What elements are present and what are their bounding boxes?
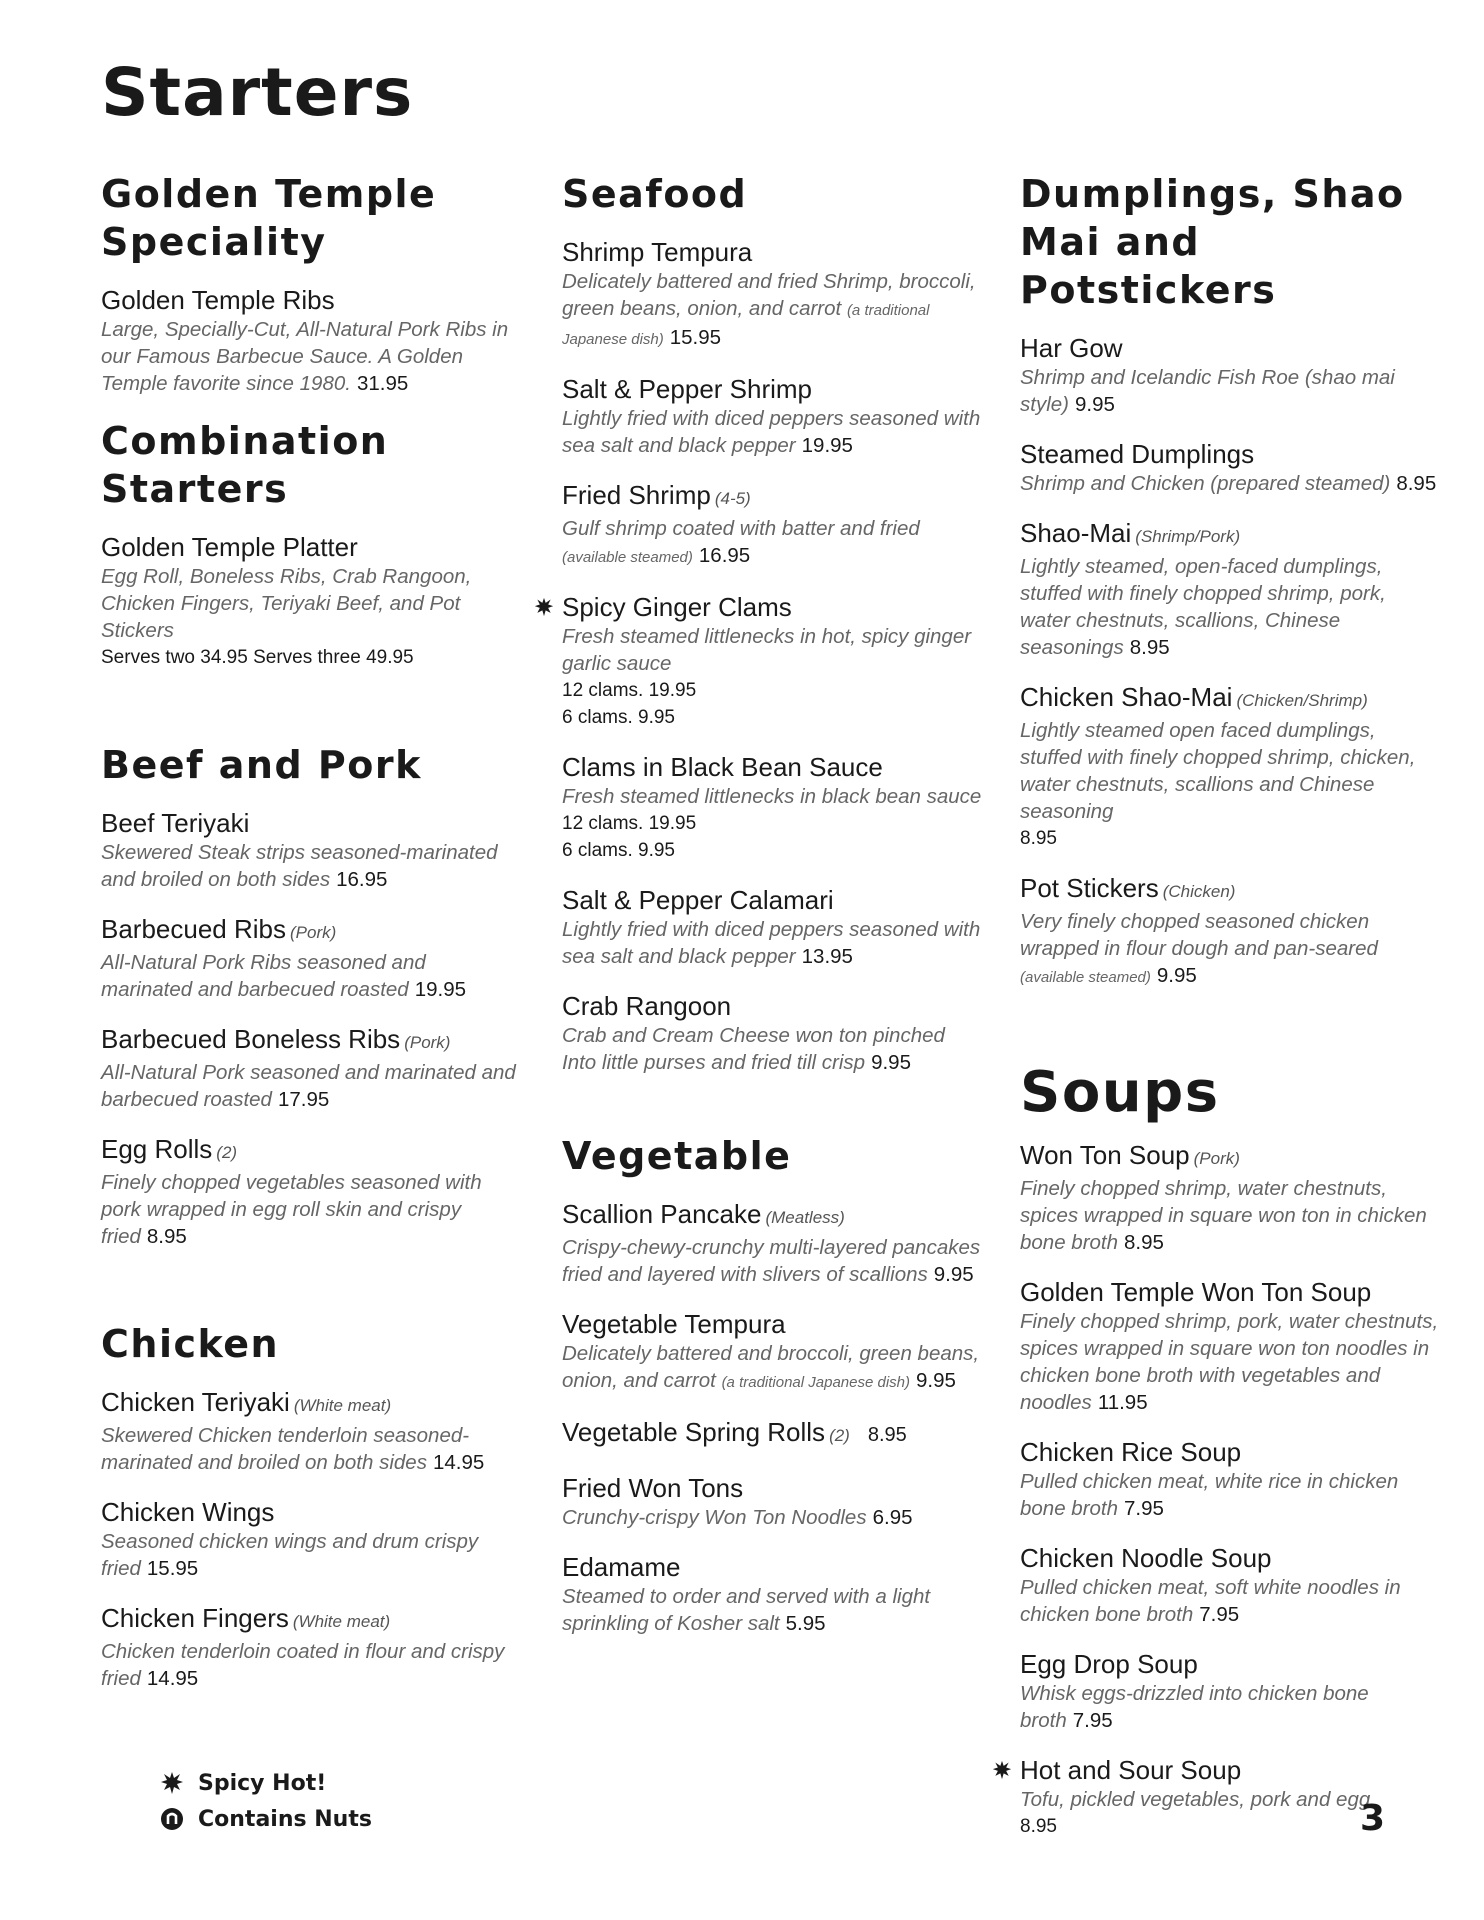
nuts-icon xyxy=(160,1807,184,1831)
item-name: Egg Rolls xyxy=(101,1134,213,1164)
item-note: (Pork) xyxy=(1193,1149,1240,1168)
item-description xyxy=(562,783,982,810)
item-description xyxy=(1020,364,1440,418)
item-description xyxy=(562,1340,982,1396)
item-description-text: All-Natural Pork seasoned and marinated and barbecued roasted xyxy=(101,1061,516,1111)
menu-section-soups xyxy=(1020,1061,1440,1840)
item-description-text: Gulf shrimp coated with batter and fried xyxy=(562,517,920,540)
legend-row-spicy xyxy=(160,1765,372,1801)
item-description-text: All-Natural Pork Ribs seasoned and marinated and barbecued roasted xyxy=(101,951,426,1001)
menu-item-shrimp-tempura xyxy=(562,236,982,353)
item-price: 8.95 xyxy=(1124,1231,1164,1254)
legend xyxy=(160,1765,372,1837)
item-description-text: Finely chopped shrimp, water chestnuts, spices wrapped in square won ton in chicken bone broth xyxy=(1020,1177,1427,1254)
menu-item-fried-won-tons xyxy=(562,1472,982,1531)
item-name-line xyxy=(1020,1276,1440,1308)
item-name-line xyxy=(1020,1542,1440,1574)
item-description-text: Skewered Chicken tenderloin seasoned-marinated and broiled on both sides xyxy=(101,1424,470,1474)
item-description xyxy=(101,1059,521,1113)
item-name: Steamed Dumplings xyxy=(1020,439,1255,469)
item-description-text: Finely chopped vegetables seasoned with pork wrapped in egg roll skin and crispy fried xyxy=(101,1171,482,1248)
item-description-text: Fresh steamed littlenecks in black bean sauce xyxy=(562,785,982,808)
menu-column-right xyxy=(1020,170,1440,1860)
item-name: Salt & Pepper Shrimp xyxy=(562,374,813,404)
section-heading: Chicken xyxy=(101,1322,280,1366)
section-heading: Dumplings, Shao Mai and Potstickers xyxy=(1020,172,1405,312)
menu-section-vegetable xyxy=(562,1132,982,1637)
item-description-text: Lightly fried with diced peppers seasoned with sea salt and black pepper xyxy=(562,918,981,968)
item-note: (Meatless) xyxy=(765,1208,845,1227)
item-name-line xyxy=(1020,1436,1440,1468)
item-description xyxy=(562,1504,982,1531)
item-note: (4-5) xyxy=(714,489,751,508)
item-price: 7.95 xyxy=(1124,1497,1164,1520)
item-price: 17.95 xyxy=(277,1088,330,1111)
item-price: 5.95 xyxy=(785,1612,826,1635)
item-name-line xyxy=(1020,1754,1440,1786)
item-price: 14.95 xyxy=(432,1451,485,1474)
menu-item-har-gow xyxy=(1020,332,1440,418)
item-price: 8.95 xyxy=(146,1225,187,1248)
menu-section-dumplings-shao-mai-and-potstickers xyxy=(1020,170,1440,991)
item-name-line xyxy=(562,1551,982,1583)
menu-item-vegetable-tempura xyxy=(562,1308,982,1396)
legend-row-nuts xyxy=(160,1801,372,1837)
section-heading: Beef and Pork xyxy=(101,743,422,787)
item-name-line xyxy=(101,1023,521,1059)
item-description xyxy=(101,563,521,644)
item-note: (2) xyxy=(216,1143,238,1162)
item-name: Salt & Pepper Calamari xyxy=(562,885,834,915)
item-name: Chicken Wings xyxy=(101,1497,275,1527)
item-name-line xyxy=(562,479,982,515)
item-name: Crab Rangoon xyxy=(562,991,732,1021)
menu-item-golden-temple-platter xyxy=(101,531,521,671)
item-description-text: Delicately battered and fried Shrimp, broccoli, green beans, onion, and carrot xyxy=(562,270,976,320)
item-name: Chicken Noodle Soup xyxy=(1020,1543,1272,1573)
menu-item-chicken-noodle-soup xyxy=(1020,1542,1440,1628)
item-description-text: Delicately battered and broccoli, green beans, onion, and carrot xyxy=(562,1342,980,1392)
item-description xyxy=(1020,1175,1440,1256)
item-name: Beef Teriyaki xyxy=(101,808,250,838)
section-heading: Combination Starters xyxy=(101,419,389,511)
item-name: Golden Temple Platter xyxy=(101,532,358,562)
item-description xyxy=(562,268,982,353)
item-price: 14.95 xyxy=(146,1667,199,1690)
item-description-text: Pulled chicken meat, white rice in chicken bone broth xyxy=(1020,1470,1399,1520)
legend-label-nuts: Contains Nuts xyxy=(198,1806,372,1832)
item-name: Golden Temple Ribs xyxy=(101,285,335,315)
section-heading: Soups xyxy=(1020,1060,1220,1125)
spicy-icon xyxy=(992,1760,1012,1780)
menu-item-spicy-ginger-clams xyxy=(562,591,982,731)
item-description-text: Steamed to order and served with a light sprinkling of Kosher salt xyxy=(562,1585,931,1635)
item-description xyxy=(562,1022,982,1076)
item-price: 19.95 xyxy=(801,434,853,457)
menu-section-golden-temple-speciality xyxy=(101,170,521,397)
item-name-line xyxy=(1020,517,1440,553)
item-name-line xyxy=(1020,1139,1440,1175)
item-description-text: Lightly steamed, open-faced dumplings, stuffed with finely chopped shrimp, pork, water chestnuts, scallions, Chinese seasonings xyxy=(1020,555,1386,659)
item-name-line xyxy=(101,1386,521,1422)
item-price: 8.95 xyxy=(1129,636,1170,659)
item-price: 8.95 xyxy=(867,1424,907,1446)
menu-item-barbecued-ribs xyxy=(101,913,521,1003)
item-description-text: Pulled chicken meat, soft white noodles in chicken bone broth xyxy=(1020,1576,1401,1626)
item-note: (Pork) xyxy=(404,1033,451,1052)
menu-item-won-ton-soup xyxy=(1020,1139,1440,1256)
item-name-line xyxy=(562,236,982,268)
menu-item-chicken-fingers xyxy=(101,1602,521,1692)
item-price-line: 12 clams. 19.95 xyxy=(562,813,697,834)
item-price: 11.95 xyxy=(1097,1391,1148,1414)
item-name: Hot and Sour Soup xyxy=(1020,1755,1242,1785)
item-description-text: Crab and Cream Cheese won ton pinched Into little purses and fried till crisp xyxy=(562,1024,945,1074)
item-name: Vegetable Spring Rolls xyxy=(562,1417,826,1447)
item-name-line xyxy=(562,373,982,405)
item-description xyxy=(1020,1308,1440,1416)
item-name-line xyxy=(1020,872,1440,908)
menu-item-scallion-pancake xyxy=(562,1198,982,1288)
item-name-line xyxy=(1020,1648,1440,1680)
menu-item-clams-in-black-bean-sauce xyxy=(562,751,982,864)
item-name-line xyxy=(562,884,982,916)
item-description xyxy=(101,949,521,1003)
item-name-line xyxy=(101,1602,521,1638)
menu-item-golden-temple-won-ton-soup xyxy=(1020,1276,1440,1416)
item-name: Vegetable Tempura xyxy=(562,1309,786,1339)
item-description-text: Finely chopped shrimp, pork, water chestnuts, spices wrapped in square won ton noodles in chicken bone broth with vegetables and noodles xyxy=(1020,1310,1439,1414)
menu-item-salt-pepper-calamari xyxy=(562,884,982,970)
item-description xyxy=(1020,1468,1440,1522)
item-name: Clams in Black Bean Sauce xyxy=(562,752,883,782)
item-price: 6.95 xyxy=(872,1506,913,1529)
item-price: 13.95 xyxy=(801,945,853,968)
item-price: 19.95 xyxy=(414,978,467,1001)
menu-item-pot-stickers xyxy=(1020,872,1440,991)
item-name-line xyxy=(562,591,982,623)
item-name-line xyxy=(562,1416,982,1452)
item-description-text: Lightly steamed open faced dumplings, stuffed with finely chopped shrimp, chicken, water chestnuts, scallions and Chinese seasoning xyxy=(1020,719,1416,823)
item-description xyxy=(562,515,982,571)
item-name: Shrimp Tempura xyxy=(562,237,753,267)
item-note: (Shrimp/Pork) xyxy=(1135,527,1241,546)
item-name-line xyxy=(101,913,521,949)
item-name: Edamame xyxy=(562,1552,681,1582)
menu-section-combination-starters xyxy=(101,417,521,671)
item-description-text: Seasoned chicken wings and drum crispy fried xyxy=(101,1530,479,1580)
item-name: Scallion Pancake xyxy=(562,1199,762,1229)
page-title: Starters xyxy=(101,54,414,131)
menu-item-chicken-shao-mai xyxy=(1020,681,1440,852)
item-description xyxy=(562,623,982,677)
item-name: Pot Stickers xyxy=(1020,873,1159,903)
item-price: 9.95 xyxy=(1074,393,1115,416)
menu-item-chicken-wings xyxy=(101,1496,521,1582)
item-description-text: Whisk eggs-drizzled into chicken bone broth xyxy=(1020,1682,1369,1732)
item-name: Won Ton Soup xyxy=(1020,1140,1190,1170)
item-name-line xyxy=(101,531,521,563)
item-price: 15.95 xyxy=(669,326,722,349)
item-name: Egg Drop Soup xyxy=(1020,1649,1198,1679)
item-price: 16.95 xyxy=(336,868,388,891)
menu-item-chicken-rice-soup xyxy=(1020,1436,1440,1522)
item-price-line: 8.95 xyxy=(1020,1816,1057,1837)
item-description xyxy=(1020,553,1440,661)
item-description xyxy=(101,1169,521,1250)
item-price-line: 6 clams. 9.95 xyxy=(562,840,675,861)
menu-item-fried-shrimp xyxy=(562,479,982,571)
item-inline-note: (available steamed) xyxy=(1020,969,1151,986)
item-note: (Pork) xyxy=(290,923,337,942)
item-note: (White meat) xyxy=(292,1612,391,1631)
item-price: 9.95 xyxy=(1156,964,1197,987)
item-price: 31.95 xyxy=(356,372,409,395)
item-description xyxy=(562,1583,982,1637)
item-description xyxy=(562,1234,982,1288)
item-description-text: Chicken tenderloin coated in flour and crispy fried xyxy=(101,1640,505,1690)
item-name-line xyxy=(101,1496,521,1528)
spicy-icon xyxy=(534,597,554,617)
item-description xyxy=(1020,1680,1440,1734)
item-description-text: Shrimp and Icelandic Fish Roe (shao mai style) xyxy=(1020,366,1395,416)
item-inline-note: (a traditional Japanese dish) xyxy=(721,1374,911,1391)
menu-column-middle xyxy=(562,170,982,1657)
item-note: (White meat) xyxy=(293,1396,392,1415)
item-price: 9.95 xyxy=(871,1051,911,1074)
item-description-text: Skewered Steak strips seasoned-marinated and broiled on both sides xyxy=(101,841,498,891)
item-description-text: Very finely chopped seasoned chicken wrapped in flour dough and pan-seared xyxy=(1020,910,1378,960)
item-name: Fried Shrimp xyxy=(562,480,711,510)
item-description xyxy=(1020,908,1440,991)
item-description-text: Crispy-chewy-crunchy multi-layered pancakes fried and layered with slivers of scallions xyxy=(562,1236,981,1286)
item-name-line xyxy=(101,284,521,316)
item-price: 16.95 xyxy=(698,544,751,567)
item-description-text: Egg Roll, Boneless Ribs, Crab Rangoon, Chicken Fingers, Teriyaki Beef, and Pot Stickers xyxy=(101,565,472,642)
item-price: 8.95 xyxy=(1396,472,1437,495)
menu-item-steamed-dumplings xyxy=(1020,438,1440,497)
item-name-line xyxy=(101,807,521,839)
menu-item-egg-rolls xyxy=(101,1133,521,1250)
menu-column-left xyxy=(101,170,521,1712)
item-name-line xyxy=(562,1308,982,1340)
item-description xyxy=(101,1528,521,1582)
menu-item-barbecued-boneless-ribs xyxy=(101,1023,521,1113)
item-name-line xyxy=(1020,332,1440,364)
item-price: 9.95 xyxy=(933,1263,974,1286)
item-name-line xyxy=(562,990,982,1022)
item-name: Barbecued Ribs xyxy=(101,914,286,944)
item-name: Golden Temple Won Ton Soup xyxy=(1020,1277,1372,1307)
item-name: Har Gow xyxy=(1020,333,1123,363)
item-name: Barbecued Boneless Ribs xyxy=(101,1024,401,1054)
item-name-line xyxy=(101,1133,521,1169)
item-price-line: 6 clams. 9.95 xyxy=(562,707,675,728)
item-description xyxy=(562,916,982,970)
section-heading: Golden Temple Speciality xyxy=(101,172,437,264)
menu-item-salt-pepper-shrimp xyxy=(562,373,982,459)
item-name: Shao-Mai xyxy=(1020,518,1132,548)
item-name-line xyxy=(1020,681,1440,717)
spicy-icon xyxy=(160,1771,184,1795)
menu-item-vegetable-spring-rolls xyxy=(562,1416,982,1452)
menu-item-chicken-teriyaki xyxy=(101,1386,521,1476)
item-name: Chicken Teriyaki xyxy=(101,1387,290,1417)
item-note: (Chicken/Shrimp) xyxy=(1236,691,1368,710)
item-name: Spicy Ginger Clams xyxy=(562,592,792,622)
page-number: 3 xyxy=(1360,1798,1386,1839)
item-description-text: Lightly fried with diced peppers seasoned with sea salt and black pepper xyxy=(562,407,981,457)
item-description-text: Fresh steamed littlenecks in hot, spicy ginger garlic sauce xyxy=(562,625,972,675)
item-description xyxy=(1020,1574,1440,1628)
item-description-text: Shrimp and Chicken (prepared steamed) xyxy=(1020,472,1391,495)
item-price: 15.95 xyxy=(146,1557,199,1580)
item-price: 7.95 xyxy=(1199,1603,1240,1626)
item-description xyxy=(101,1422,521,1476)
legend-label-spicy: Spicy Hot! xyxy=(198,1770,327,1796)
item-note: (2) xyxy=(829,1426,850,1445)
item-name-line xyxy=(562,1472,982,1504)
item-price-line: 12 clams. 19.95 xyxy=(562,680,697,701)
section-heading: Vegetable xyxy=(562,1134,792,1178)
item-name-line xyxy=(562,1198,982,1234)
item-name: Fried Won Tons xyxy=(562,1473,744,1503)
item-note: (Chicken) xyxy=(1162,882,1236,901)
item-price: 7.95 xyxy=(1072,1709,1113,1732)
item-description-text: Crunchy-crispy Won Ton Noodles xyxy=(562,1506,867,1529)
item-description xyxy=(101,1638,521,1692)
item-inline-note: (a traditional Japanese dish) xyxy=(562,302,930,348)
item-name: Chicken Rice Soup xyxy=(1020,1437,1242,1467)
menu-item-crab-rangoon xyxy=(562,990,982,1076)
item-description xyxy=(1020,470,1440,497)
item-name: Chicken Shao-Mai xyxy=(1020,682,1233,712)
menu-item-shao-mai xyxy=(1020,517,1440,661)
item-description xyxy=(101,839,521,893)
menu-section-beef-and-pork xyxy=(101,741,521,1250)
item-description xyxy=(101,316,521,397)
item-description xyxy=(562,405,982,459)
section-heading: Seafood xyxy=(562,172,748,216)
item-description-text: Large, Specially-Cut, All-Natural Pork Ribs in our Famous Barbecue Sauce. A Golden Temple favorite since 1980. xyxy=(101,318,509,395)
menu-item-edamame xyxy=(562,1551,982,1637)
item-price-line: 8.95 xyxy=(1020,828,1057,849)
item-name-line xyxy=(1020,438,1440,470)
item-description xyxy=(1020,717,1440,825)
menu-section-chicken xyxy=(101,1320,521,1692)
item-description-text: Tofu, pickled vegetables, pork and egg xyxy=(1020,1788,1371,1811)
menu-item-golden-temple-ribs xyxy=(101,284,521,397)
item-price-line: Serves two 34.95 Serves three 49.95 xyxy=(101,647,414,668)
item-name-line xyxy=(562,751,982,783)
item-price: 9.95 xyxy=(916,1369,956,1392)
item-inline-note: (available steamed) xyxy=(562,549,693,566)
menu-section-seafood xyxy=(562,170,982,1076)
item-name: Chicken Fingers xyxy=(101,1603,289,1633)
menu-item-egg-drop-soup xyxy=(1020,1648,1440,1734)
menu-item-beef-teriyaki xyxy=(101,807,521,893)
